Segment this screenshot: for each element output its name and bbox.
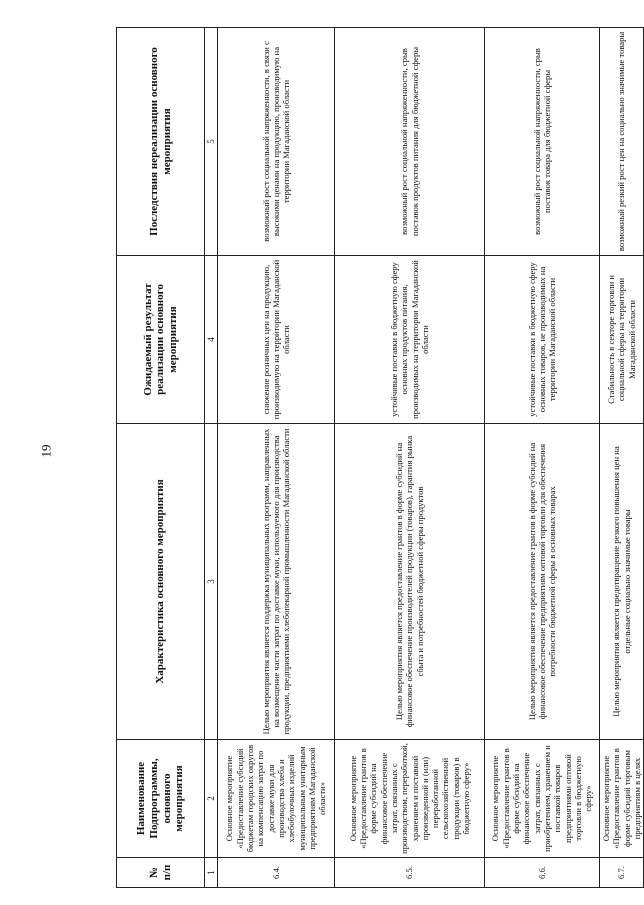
- measure-consequence: возможный рост социальной напряженности, срыв поставок продуктов питания для бюджетной сферы: [335, 28, 485, 256]
- measure-characteristic: Целью мероприятия является поддержка муниципальных программ, направленных на возмещение части затрат по доставке муки, используемого для производства продукции, предприятиями хлебопекарной промышленности Магаданской области: [218, 424, 335, 740]
- table-row: [335, 28, 485, 888]
- measure-consequence: возможный рост социальной напряженности, в связи с высокими ценами на продукцию, производимую на территории Магаданской области: [218, 28, 335, 256]
- table-header-row: [117, 28, 205, 888]
- measure-result: Стабильность в секторе торговли и социальной сферы на территории Магаданской области: [600, 256, 644, 424]
- measure-consequence: возможный рост социальной напряженности, срыв поставок товара для бюджетной сферы: [485, 28, 600, 256]
- measure-result: устойчивые поставки в бюджетную сферу основных товаров, не производимых на территории Магаданской области: [485, 256, 600, 424]
- table-row: [485, 28, 600, 888]
- header-number: № п/п: [117, 858, 205, 888]
- measure-characteristic: Целью мероприятия является предотвращение резкого повышения цен на отдельные социально значимые товары: [600, 424, 644, 740]
- column-number: 4: [205, 256, 218, 424]
- header-name: Наименование Подпрограммы, основного мероприятия: [117, 740, 205, 858]
- row-number: 6.6.: [485, 858, 600, 888]
- measure-name: Основное мероприятие «Предоставление грантов в форме субсидий на финансовое обеспечение затрат, связанных с приобретением, хранением и поставкой товаров предприятиями оптовой торговли в бюджетную сферу»: [485, 740, 600, 858]
- row-number: 6.4.: [218, 858, 335, 888]
- table-row: [600, 28, 644, 888]
- page-number: 19: [38, 444, 54, 458]
- measure-characteristic: Целью мероприятия является предоставление грантов в форме субсидий на финансовое обеспечение производителей продукции (товаров), гарантия рынка сбыта и потребностей бюджетной сферы продуктов: [335, 424, 485, 740]
- measure-characteristic: Целью мероприятия является предоставление грантов в форме субсидий на финансовое обеспечение предприятиям оптовой торговли для обеспечения потребности бюджетной сферы в основных товарах: [485, 424, 600, 740]
- row-number: 6.5.: [335, 858, 485, 888]
- measure-result: снижение розничных цен на продукцию, производимую на территории Магаданской области: [218, 256, 335, 424]
- rotated-table-container: [116, 28, 642, 888]
- column-number: 1: [205, 858, 218, 888]
- measures-table: [116, 27, 644, 888]
- measure-name: Основное мероприятие «Предоставление грантов в форме субсидий на финансовое обеспечение затрат, связанных с производством, переработкой, хранением и поставкой произведенной и (или) переработанной сельскохозяйственной продукции (товаров) в бюджетную сферу»: [335, 740, 485, 858]
- header-result: Ожидаемый результат реализации основного мероприятия: [117, 256, 205, 424]
- header-consequence: Последствия нереализации основного мероприятия: [117, 28, 205, 256]
- column-number: 3: [205, 424, 218, 740]
- measure-name: Основное мероприятие «Предоставление субсидий бюджетам городских округов на компенсацию затрат по доставке муки для производства хлеба и хлебобулочных изделий муниципальным унитарным предприятиям Магаданской области»: [218, 740, 335, 858]
- measure-name: Основное мероприятие «Предоставление грантов в форме субсидий торговым предприятиям в целях: [600, 740, 644, 858]
- row-number: 6.7.: [600, 858, 644, 888]
- column-number-row: [205, 28, 218, 888]
- table-row: [218, 28, 335, 888]
- header-characteristic: Характеристика основного мероприятия: [117, 424, 205, 740]
- measure-result: устойчивые поставки в бюджетную сферу основных продуктов питания, производимых на территории Магаданской области: [335, 256, 485, 424]
- measure-consequence: возможный резкий рост цен на социально значимые товары: [600, 28, 644, 256]
- column-number: 5: [205, 28, 218, 256]
- column-number: 2: [205, 740, 218, 858]
